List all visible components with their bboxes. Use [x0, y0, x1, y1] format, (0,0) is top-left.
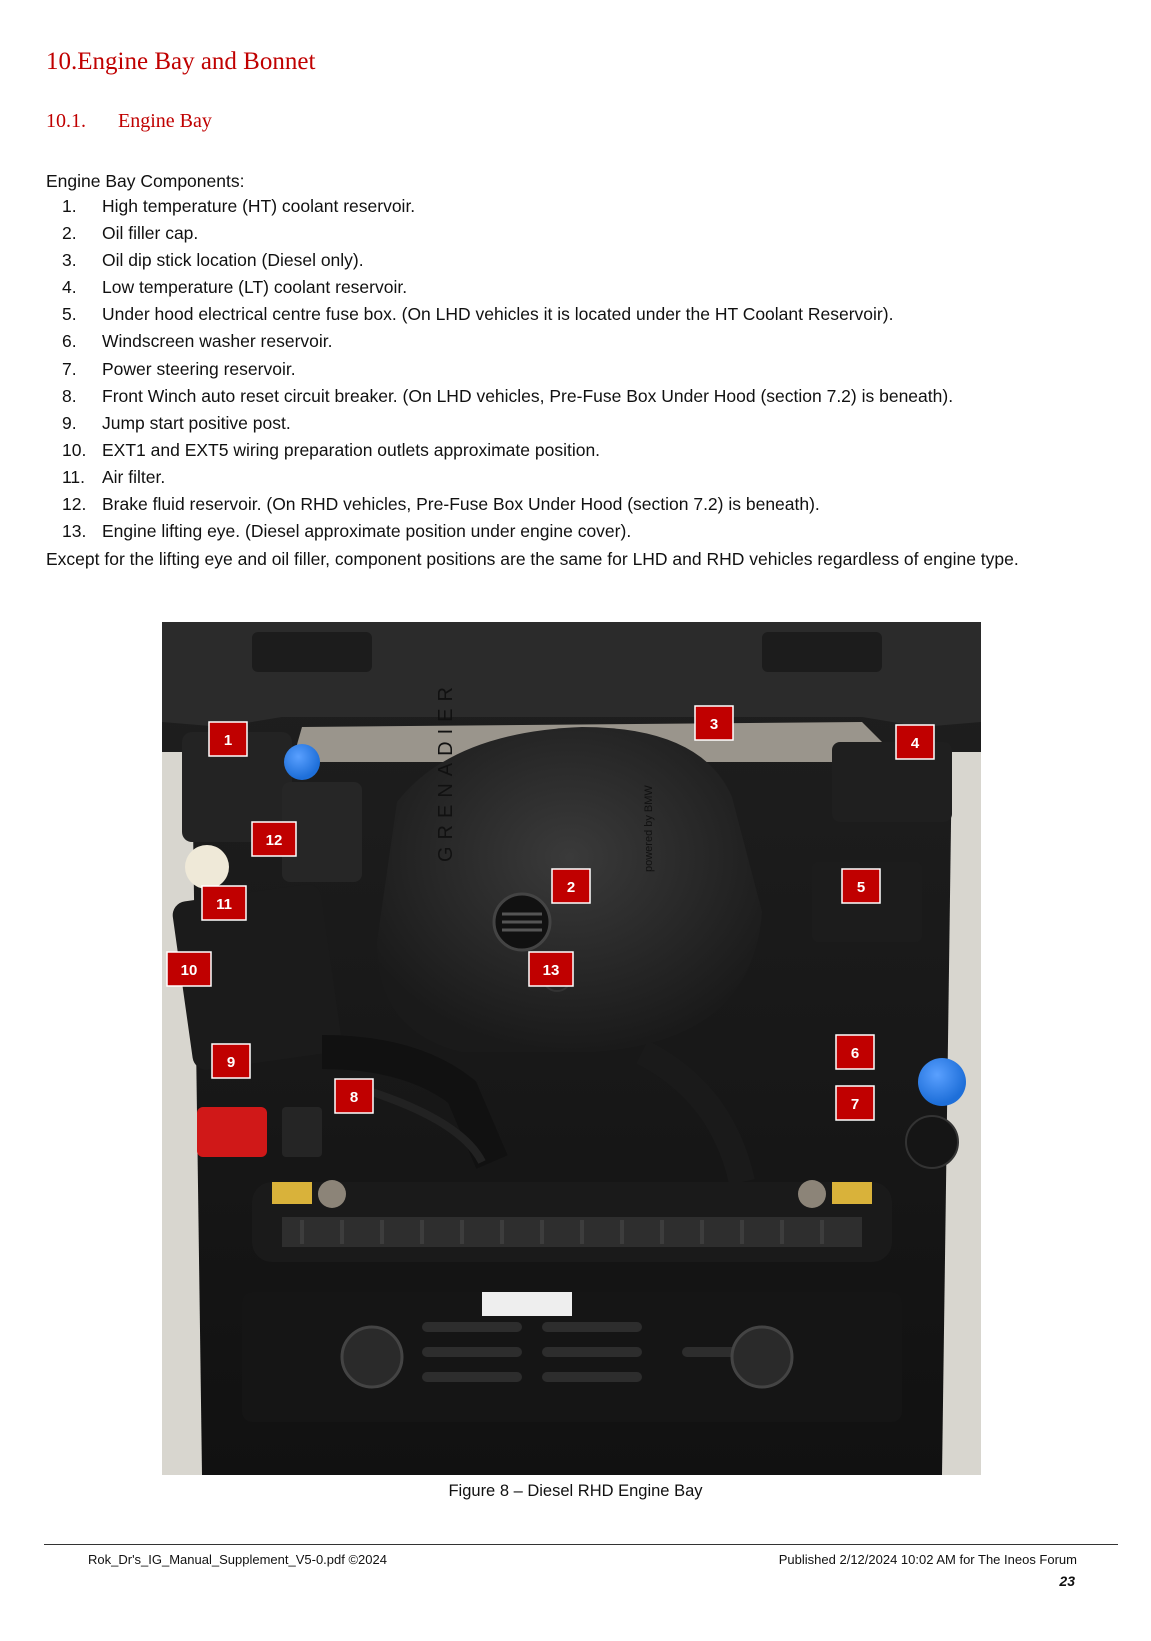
page-number: 23	[1059, 1573, 1075, 1589]
component-marker	[252, 822, 296, 856]
engine-cover-subtext: powered by BMW	[643, 785, 655, 872]
list-item	[62, 247, 953, 274]
list-item-text: Brake fluid reservoir. (On RHD vehicles, Pre-Fuse Box Under Hood (section 7.2) is beneath).	[102, 494, 820, 515]
tow-point-right	[732, 1327, 792, 1387]
bonnet-strut-left	[252, 632, 372, 672]
components-list	[62, 193, 953, 545]
list-item	[62, 491, 953, 518]
power-steering-cap	[906, 1116, 958, 1168]
tow-point-left	[342, 1327, 402, 1387]
marker-label: 6	[850, 1045, 860, 1062]
list-item-text: Engine lifting eye. (Diesel approximate position under engine cover).	[102, 521, 632, 542]
crossmember-label	[482, 1292, 572, 1316]
list-item-number: 2.	[62, 223, 77, 244]
list-item-number: 9.	[62, 412, 77, 433]
radiator-mount-left	[318, 1180, 346, 1208]
subsection-number: 10.1.	[46, 110, 86, 132]
component-marker	[552, 869, 590, 903]
component-marker	[896, 725, 934, 759]
marker-label: 4	[910, 735, 920, 752]
footer-divider	[44, 1544, 1118, 1545]
component-marker	[529, 952, 573, 986]
figure-caption: Figure 8 – Diesel RHD Engine Bay	[448, 1482, 703, 1500]
list-item	[62, 220, 953, 247]
marker-label: 3	[709, 716, 719, 733]
list-item-number: 6.	[62, 331, 77, 352]
radiator-core	[282, 1217, 862, 1247]
component-marker	[695, 706, 733, 740]
marker-label: 1	[223, 732, 233, 749]
list-item-number: 11.	[62, 466, 86, 487]
list-item-number: 13.	[62, 521, 87, 542]
list-item-text: Oil dip stick location (Diesel only).	[102, 250, 364, 271]
component-marker	[167, 952, 211, 986]
list-item-number: 7.	[62, 358, 77, 379]
component-marker	[202, 886, 246, 920]
marker-label: 2	[566, 879, 576, 896]
list-item-number: 1.	[62, 196, 77, 216]
list-item-text: Jump start positive post.	[102, 412, 291, 433]
footer-published: Published 2/12/2024 10:02 AM for The Ineos Forum	[778, 1552, 1077, 1567]
list-item	[62, 464, 953, 491]
positions-note: Except for the lifting eye and oil filler, component positions are the same for LHD and RHD vehicles regardless of engine type.	[46, 549, 1019, 569]
list-item-number: 5.	[62, 304, 77, 325]
component-marker	[209, 722, 247, 756]
list-item	[62, 437, 953, 464]
list-item	[62, 301, 953, 328]
section-heading: 10.Engine Bay and Bonnet	[46, 48, 316, 75]
list-item-text: Low temperature (LT) coolant reservoir.	[102, 277, 408, 298]
component-marker	[836, 1086, 874, 1120]
radiator-mount-right	[798, 1180, 826, 1208]
warning-sticker-right	[832, 1182, 872, 1204]
marker-label: 5	[856, 879, 866, 896]
jump-start-positive-post	[197, 1107, 267, 1157]
marker-label: 9	[226, 1054, 236, 1071]
list-item-number: 8.	[62, 385, 77, 406]
list-item	[62, 274, 953, 301]
marker-label: 10	[180, 962, 198, 979]
marker-label: 13	[542, 962, 560, 979]
components-intro: Engine Bay Components:	[46, 171, 245, 191]
list-item-number: 3.	[62, 250, 77, 271]
marker-label: 12	[265, 832, 283, 849]
winch-circuit-breaker	[282, 1107, 322, 1157]
list-item-text: Air filter.	[102, 466, 166, 487]
component-marker	[836, 1035, 874, 1069]
list-item	[62, 356, 953, 383]
list-item	[62, 383, 953, 410]
list-item	[62, 518, 953, 545]
blue-cap-top	[284, 744, 320, 780]
subsection-heading	[46, 110, 212, 133]
list-item-text: Power steering reservoir.	[102, 358, 296, 379]
marker-label: 8	[349, 1089, 359, 1106]
component-marker	[842, 869, 880, 903]
list-item-number: 10.	[62, 439, 87, 460]
washer-reservoir-cap	[918, 1058, 966, 1106]
list-item-text: Oil filler cap.	[102, 223, 199, 244]
list-item-text: Windscreen washer reservoir.	[102, 331, 333, 352]
list-item-number: 12.	[62, 494, 87, 515]
bonnet-strut-right	[762, 632, 882, 672]
footer-filename: Rok_Dr's_IG_Manual_Supplement_V5-0.pdf ©2024	[88, 1552, 387, 1567]
list-item-text: EXT1 and EXT5 wiring preparation outlets approximate position.	[102, 439, 601, 460]
brake-fluid-cap	[185, 845, 229, 889]
list-item	[62, 410, 953, 437]
marker-label: 7	[850, 1096, 860, 1113]
list-item-number: 4.	[62, 277, 77, 298]
subsection-title: Engine Bay	[118, 110, 212, 132]
marker-label: 11	[216, 896, 232, 913]
warning-sticker-left	[272, 1182, 312, 1204]
component-marker	[335, 1079, 373, 1113]
engine-cover-brand: GRENADIER	[435, 680, 457, 862]
list-item-text: Under hood electrical centre fuse box. (On LHD vehicles it is located under the HT Coolant Reservoir).	[102, 304, 894, 325]
list-item	[62, 328, 953, 355]
list-item-text: High temperature (HT) coolant reservoir.	[102, 196, 416, 216]
list-item	[62, 193, 953, 220]
list-item-text: Front Winch auto reset circuit breaker. (On LHD vehicles, Pre-Fuse Box Under Hood (section 7.2) is beneath).	[102, 385, 954, 406]
engine-bay-photo	[162, 622, 981, 1475]
component-marker	[212, 1044, 250, 1078]
